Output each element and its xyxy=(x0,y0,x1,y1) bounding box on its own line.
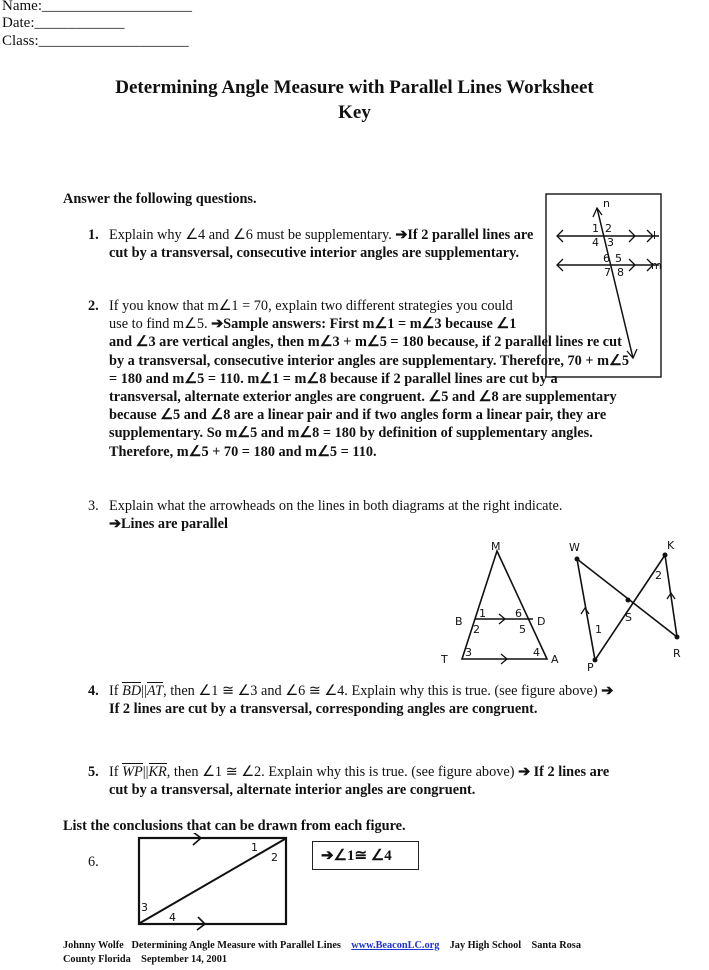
label-2: 2 xyxy=(655,569,662,582)
q3-prompt: Explain what the arrowheads on the lines in both diagrams at the right indicate. xyxy=(109,498,563,514)
label-3: 3 xyxy=(141,901,148,914)
q4-number: 4. xyxy=(88,683,99,699)
class-field: Class:____________________ xyxy=(2,33,189,49)
label-3: 3 xyxy=(465,646,472,659)
label-A: A xyxy=(551,653,559,666)
label-B: B xyxy=(455,615,463,628)
label-7: 7 xyxy=(604,266,611,279)
q2-prompt-text: If you know that m∠1 = 70, explain two different strategies you could use to find m∠5. xyxy=(109,298,513,333)
label-M: M xyxy=(491,540,501,553)
footer xyxy=(63,939,663,967)
label-1: 1 xyxy=(479,607,486,620)
label-1: 1 xyxy=(595,623,602,636)
label-3: 3 xyxy=(607,236,614,249)
footer-county: County Florida xyxy=(63,954,131,965)
label-l: l xyxy=(653,229,657,242)
footer-date: September 14, 2001 xyxy=(141,954,227,965)
label-m: m xyxy=(651,259,662,272)
label-P: P xyxy=(587,661,594,672)
instructions: Answer the following questions. xyxy=(63,191,257,207)
q1-prompt: Explain why ∠4 and ∠6 must be supplementary. xyxy=(109,227,396,243)
date-field: Date:____________ xyxy=(2,15,125,31)
label-T: T xyxy=(441,653,448,666)
q2-answer: ➔Sample answers: First m∠1 = m∠3 because ∠1 and ∠3 are vertical angles, then m∠3 + m∠5 = 180 because, if 2 parallel lines re cut by a transversal, consecutive interior angles are supplementary. Therefore, 70 + m∠5 = 180 and m∠5 = 110. m∠1 = m∠8 because if 2 parallel lines are cut by a transversal, alternate exterior angles are congruent. ∠5 and ∠8 are supplementary because ∠5 and ∠8 are a linear pair and if two angles form a linear pair, they are supplementary. So m∠5 and m∠8 = 180 by definition of supplementary angles. Therefore, m∠5 + 70 = 180 and m∠5 = 110. xyxy=(109,316,629,460)
label-4: 4 xyxy=(533,646,540,659)
parallel-symbol: || xyxy=(142,764,149,780)
q5-prompt: , then ∠1 ≅ ∠2. Explain why this is true. (see figure above) xyxy=(166,764,519,780)
q2-number: 2. xyxy=(88,298,99,314)
label-K: K xyxy=(667,539,675,552)
line-AT: AT xyxy=(146,683,164,699)
label-6: 6 xyxy=(515,607,522,620)
footer-location: Santa Rosa xyxy=(531,940,581,951)
rectangle-figure xyxy=(133,833,291,931)
label-n: n xyxy=(603,197,610,210)
line-BD: BD xyxy=(122,683,142,699)
label-S: S xyxy=(625,611,632,624)
name-field: Name:____________________ xyxy=(2,0,192,14)
triangle-figure xyxy=(437,537,565,667)
label-W: W xyxy=(569,541,580,554)
q1-answer: ➔If 2 parallel lines are cut by a transversal, consecutive interior angles are supplementary. xyxy=(109,227,534,262)
label-2: 2 xyxy=(271,851,278,864)
label-2: 2 xyxy=(473,623,480,636)
crossing-lines-figure xyxy=(565,537,693,672)
label-2: 2 xyxy=(605,222,612,235)
label-1: 1 xyxy=(251,841,258,854)
label-D: D xyxy=(537,615,546,628)
q5-number: 5. xyxy=(88,764,99,780)
parallel-symbol: || xyxy=(141,683,147,699)
label-5: 5 xyxy=(519,623,526,636)
q3-number: 3. xyxy=(88,498,99,514)
label-4: 4 xyxy=(592,236,599,249)
q4-answer: ➔ If 2 lines are cut by a transversal, corresponding angles are congruent. xyxy=(109,683,614,718)
q4-if: If xyxy=(109,683,123,699)
q6-number: 6. xyxy=(88,854,99,870)
q5-answer: ➔ If 2 lines are cut by a transversal, alternate interior angles are congruent. xyxy=(109,764,610,799)
line-KR: KR xyxy=(148,764,167,780)
footer-link[interactable]: www.BeaconLC.org xyxy=(351,940,440,951)
page-title: Determining Angle Measure with Parallel Lines Worksheet xyxy=(115,77,594,98)
label-8: 8 xyxy=(617,266,624,279)
label-1: 1 xyxy=(592,222,599,235)
footer-doc-title: Determining Angle Measure with Parallel Lines xyxy=(131,940,341,951)
footer-school: Jay High School xyxy=(449,940,522,951)
q5-if: If xyxy=(109,764,123,780)
page-subtitle: Key xyxy=(338,102,371,123)
q6-answer-box: ➔∠1≅ ∠4 xyxy=(312,841,419,870)
q3-answer: ➔Lines are parallel xyxy=(109,516,228,533)
label-R: R xyxy=(673,647,681,660)
label-4: 4 xyxy=(169,911,176,924)
label-6: 6 xyxy=(603,252,610,265)
q1-number: 1. xyxy=(88,227,99,243)
footer-author: Johnny Wolfe xyxy=(63,940,124,951)
q2-text xyxy=(109,297,629,461)
line-WP: WP xyxy=(122,764,143,780)
q4-prompt: , then ∠1 ≅ ∠3 and ∠6 ≅ ∠4. Explain why this is true. (see figure above) xyxy=(163,683,602,699)
list-heading: List the conclusions that can be drawn from each figure. xyxy=(63,818,406,834)
label-5: 5 xyxy=(615,252,622,265)
